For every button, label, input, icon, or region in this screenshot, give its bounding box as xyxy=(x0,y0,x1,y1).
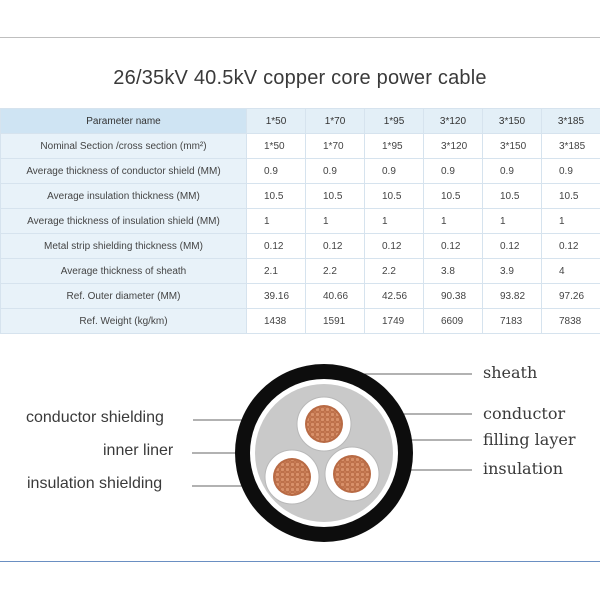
row-value-cell: 2.2 xyxy=(306,259,365,284)
row-parameter-name: Ref. Weight (kg/km) xyxy=(1,309,247,334)
row-parameter-name: Average thickness of conductor shield (MM) xyxy=(1,159,247,184)
table-header-row xyxy=(1,109,600,134)
row-value-cell: 0.12 xyxy=(306,234,365,259)
row-value-cell: 1 xyxy=(306,209,365,234)
row-value-cell: 0.9 xyxy=(365,159,424,184)
row-value-cell: 6609 xyxy=(424,309,483,334)
row-value-cell: 2.1 xyxy=(247,259,306,284)
row-value-cell: 1 xyxy=(542,209,600,234)
top-divider xyxy=(0,37,600,38)
table-row xyxy=(1,259,600,284)
row-value-cell: 4 xyxy=(542,259,600,284)
row-value-cell: 0.9 xyxy=(483,159,542,184)
header-model: 3*185 xyxy=(542,109,600,134)
row-value-cell: 1749 xyxy=(365,309,424,334)
row-value-cell: 3.9 xyxy=(483,259,542,284)
row-parameter-name: Nominal Section /cross section (mm²) xyxy=(1,134,247,159)
core-top xyxy=(297,397,351,451)
row-value-cell: 93.82 xyxy=(483,284,542,309)
row-value-cell: 7838 xyxy=(542,309,600,334)
header-parameter-name: Parameter name xyxy=(1,109,247,134)
label-filling-layer: filling layer xyxy=(483,430,576,449)
header-model: 3*150 xyxy=(483,109,542,134)
row-value-cell: 90.38 xyxy=(424,284,483,309)
row-value-cell: 0.9 xyxy=(542,159,600,184)
row-value-cell: 7183 xyxy=(483,309,542,334)
row-value-cell: 0.12 xyxy=(247,234,306,259)
row-value-cell: 0.9 xyxy=(424,159,483,184)
table-row xyxy=(1,234,600,259)
row-value-cell: 10.5 xyxy=(365,184,424,209)
row-value-cell: 1*95 xyxy=(365,134,424,159)
table-row xyxy=(1,309,600,334)
page-title: 26/35kV 40.5kV copper core power cable xyxy=(113,67,487,89)
row-value-cell: 1438 xyxy=(247,309,306,334)
table-row xyxy=(1,134,600,159)
row-value-cell: 10.5 xyxy=(247,184,306,209)
row-value-cell: 1 xyxy=(247,209,306,234)
header-model: 1*50 xyxy=(247,109,306,134)
spec-table xyxy=(0,108,600,334)
row-value-cell: 0.12 xyxy=(542,234,600,259)
header-model: 3*120 xyxy=(424,109,483,134)
row-value-cell: 0.12 xyxy=(424,234,483,259)
row-value-cell: 3*185 xyxy=(542,134,600,159)
bottom-divider xyxy=(0,561,600,562)
label-sheath: sheath xyxy=(483,363,538,382)
row-parameter-name: Ref. Outer diameter (MM) xyxy=(1,284,247,309)
row-value-cell: 10.5 xyxy=(542,184,600,209)
row-value-cell: 10.5 xyxy=(306,184,365,209)
row-value-cell: 3*150 xyxy=(483,134,542,159)
row-value-cell: 10.5 xyxy=(483,184,542,209)
label-conductor: conductor xyxy=(483,404,566,423)
row-value-cell: 97.26 xyxy=(542,284,600,309)
label-insulation-shielding: insulation shielding xyxy=(27,475,163,492)
row-value-cell: 0.12 xyxy=(365,234,424,259)
table-row xyxy=(1,184,600,209)
header-model: 1*70 xyxy=(306,109,365,134)
label-insulation: insulation xyxy=(483,459,564,478)
label-conductor-shielding: conductor shielding xyxy=(26,409,164,426)
row-parameter-name: Average thickness of insulation shield (MM) xyxy=(1,209,247,234)
row-value-cell: 0.9 xyxy=(306,159,365,184)
row-value-cell: 2.2 xyxy=(365,259,424,284)
row-value-cell: 39.16 xyxy=(247,284,306,309)
row-value-cell: 10.5 xyxy=(424,184,483,209)
cable-cross-section-diagram xyxy=(0,362,600,552)
row-value-cell: 1 xyxy=(483,209,542,234)
row-value-cell: 0.9 xyxy=(247,159,306,184)
header-model: 1*95 xyxy=(365,109,424,134)
row-value-cell: 40.66 xyxy=(306,284,365,309)
row-value-cell: 1 xyxy=(424,209,483,234)
row-parameter-name: Metal strip shielding thickness (MM) xyxy=(1,234,247,259)
label-inner-liner: inner liner xyxy=(103,442,174,459)
table-row xyxy=(1,159,600,184)
row-value-cell: 3.8 xyxy=(424,259,483,284)
core-right xyxy=(325,447,379,501)
cable-cross-section xyxy=(0,362,600,552)
row-value-cell: 1*70 xyxy=(306,134,365,159)
row-value-cell: 1591 xyxy=(306,309,365,334)
row-parameter-name: Average insulation thickness (MM) xyxy=(1,184,247,209)
row-value-cell: 42.56 xyxy=(365,284,424,309)
row-value-cell: 1*50 xyxy=(247,134,306,159)
row-value-cell: 1 xyxy=(365,209,424,234)
row-parameter-name: Average thickness of sheath xyxy=(1,259,247,284)
table-row xyxy=(1,209,600,234)
row-value-cell: 0.12 xyxy=(483,234,542,259)
core-left xyxy=(265,450,319,504)
row-value-cell: 3*120 xyxy=(424,134,483,159)
table-row xyxy=(1,284,600,309)
